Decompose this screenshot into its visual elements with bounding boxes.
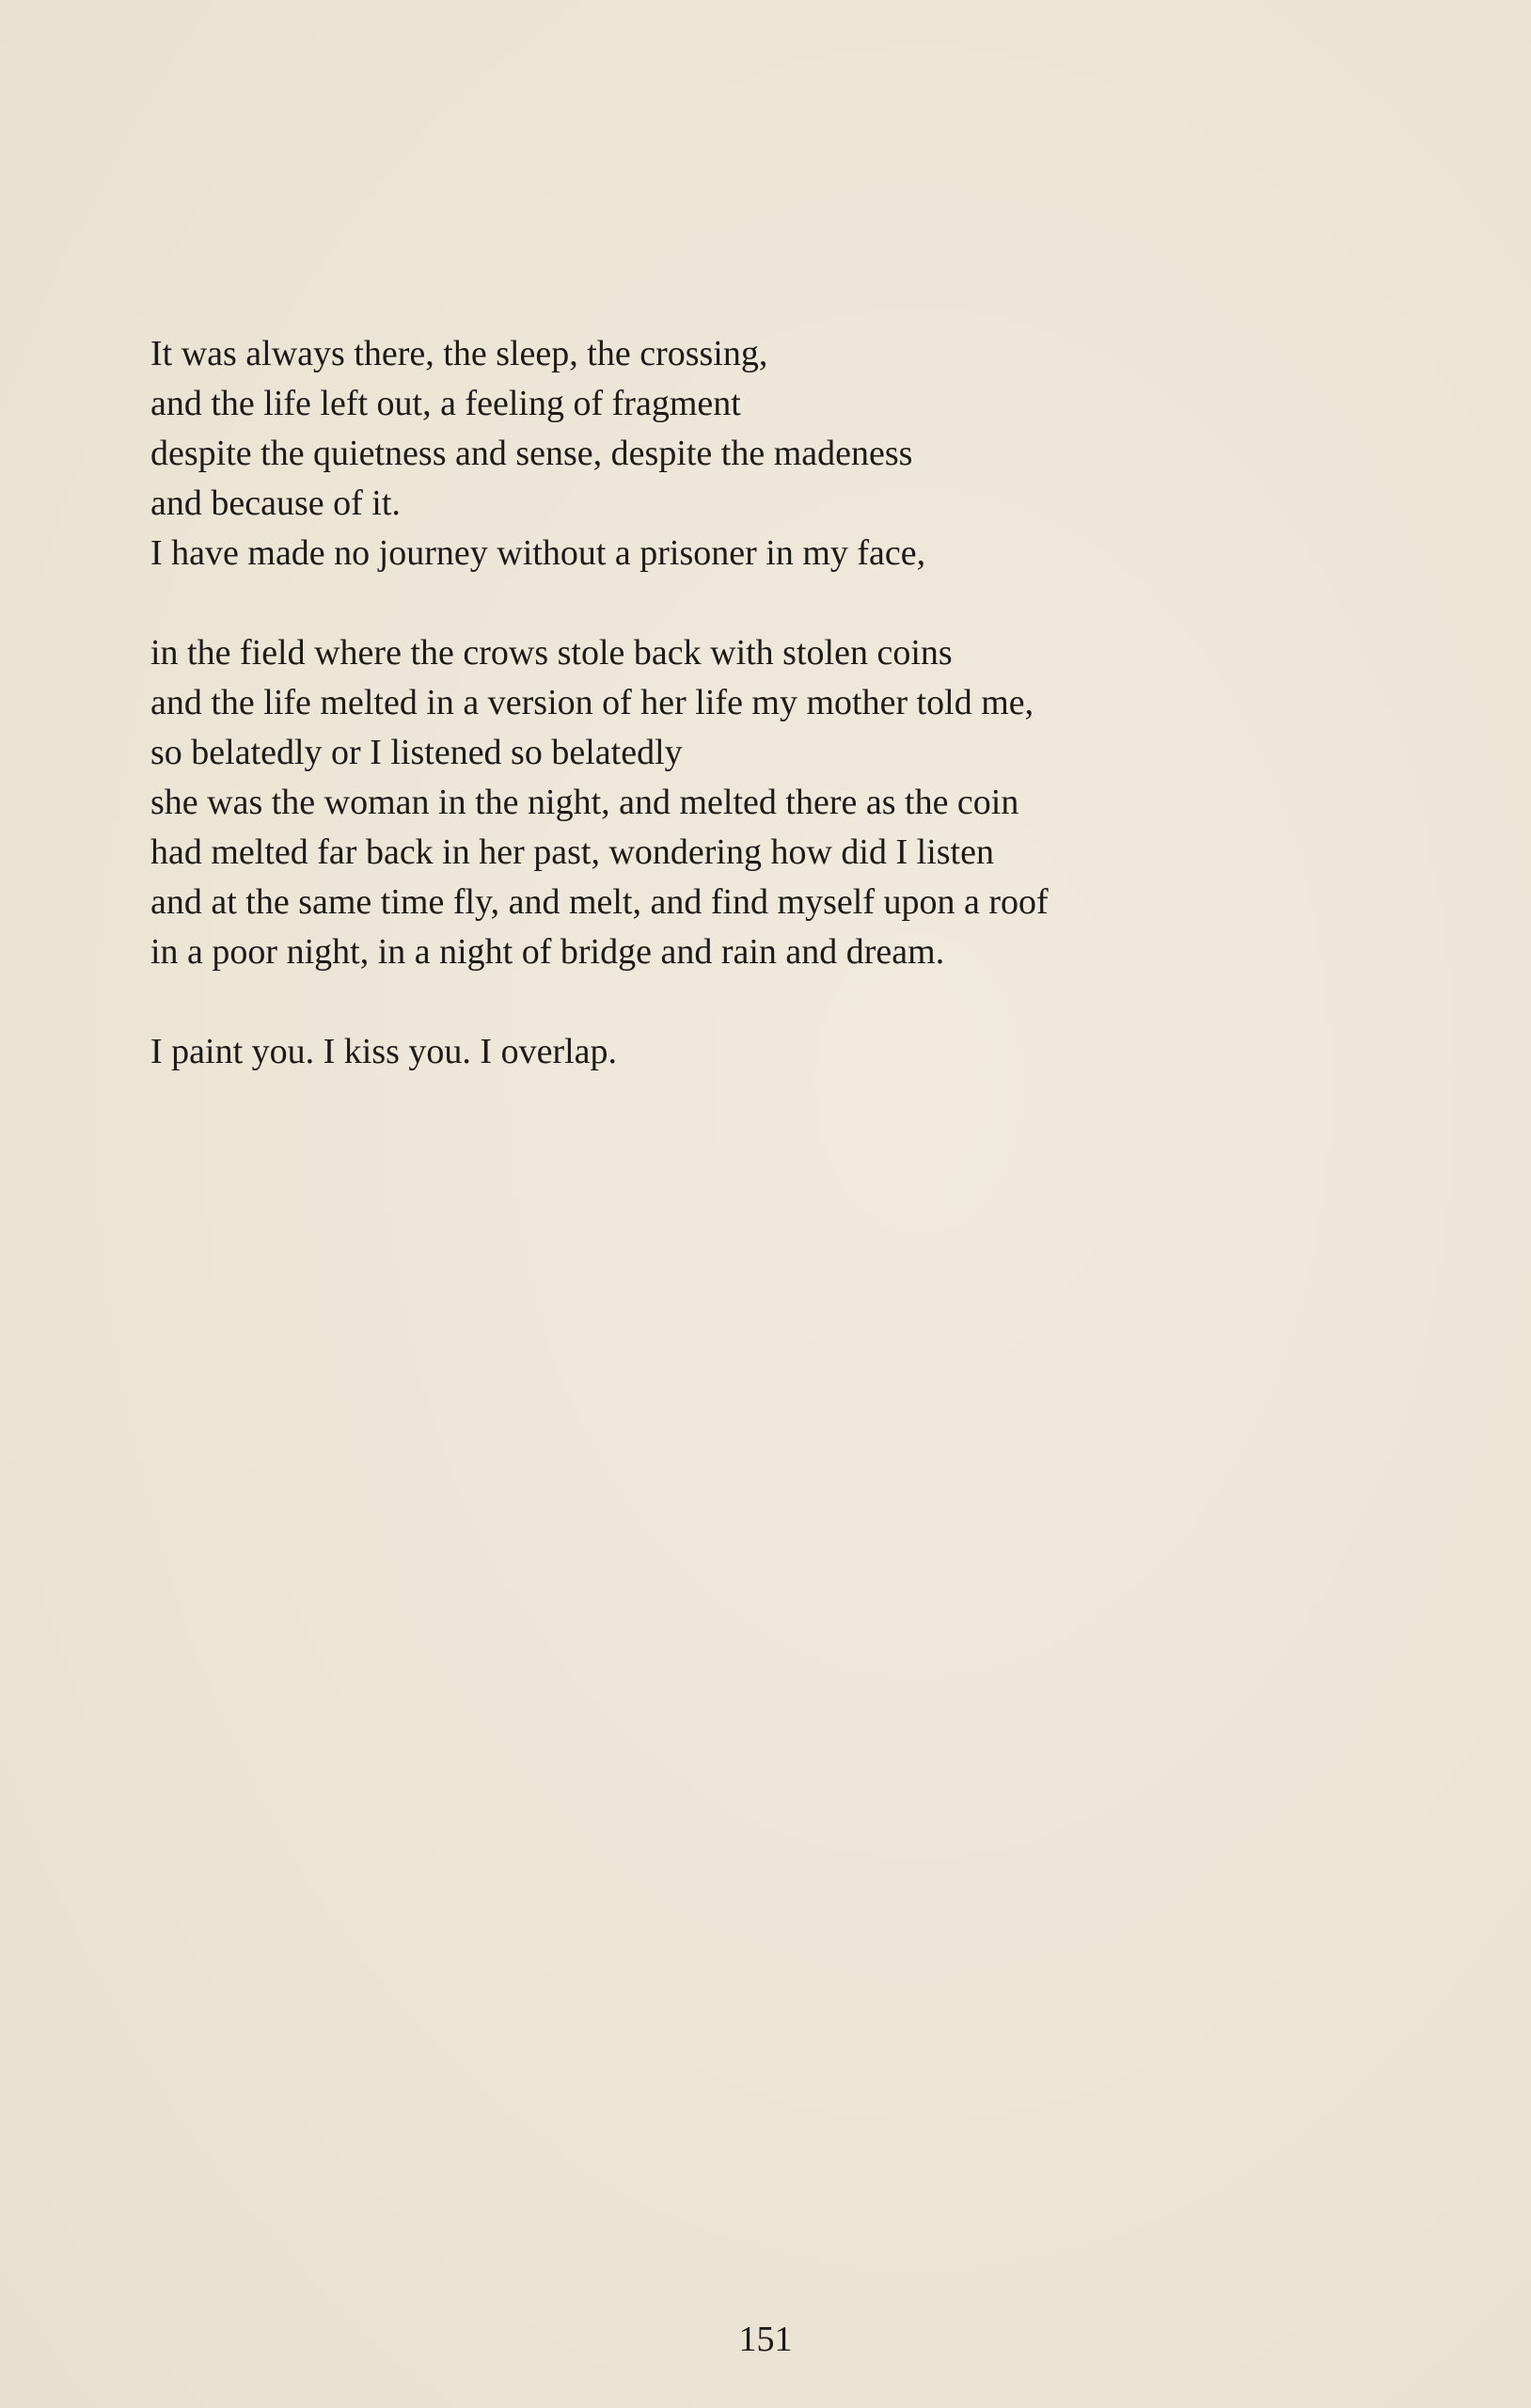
poem-line: I have made no journey without a prisoner in my face, <box>150 533 926 573</box>
poem-line: had melted far back in her past, wondering how did I listen <box>150 832 994 872</box>
poem-line: and the life left out, a feeling of fragment <box>150 384 741 423</box>
stanza-2 <box>150 628 1392 977</box>
stanza-3 <box>150 1027 1392 1077</box>
poem-line: I paint you. I kiss you. I overlap. <box>150 1032 618 1071</box>
poem-line: so belatedly or I listened so belatedly <box>150 733 683 772</box>
page-number: 151 <box>738 2320 793 2359</box>
stanza-1 <box>150 329 1392 578</box>
poem-line: and at the same time fly, and melt, and find myself upon a roof <box>150 882 1049 922</box>
poem-line: despite the quietness and sense, despite the madeness <box>150 434 913 473</box>
poem-line: and because of it. <box>150 483 401 523</box>
poem-line: she was the woman in the night, and melted there as the coin <box>150 783 1019 822</box>
poem-line: in a poor night, in a night of bridge and rain and dream. <box>150 932 945 972</box>
poem-body <box>150 329 1392 1127</box>
poem-line: and the life melted in a version of her life my mother told me, <box>150 683 1034 722</box>
poem-line: in the field where the crows stole back with stolen coins <box>150 633 953 673</box>
poem-line: It was always there, the sleep, the crossing, <box>150 334 768 373</box>
